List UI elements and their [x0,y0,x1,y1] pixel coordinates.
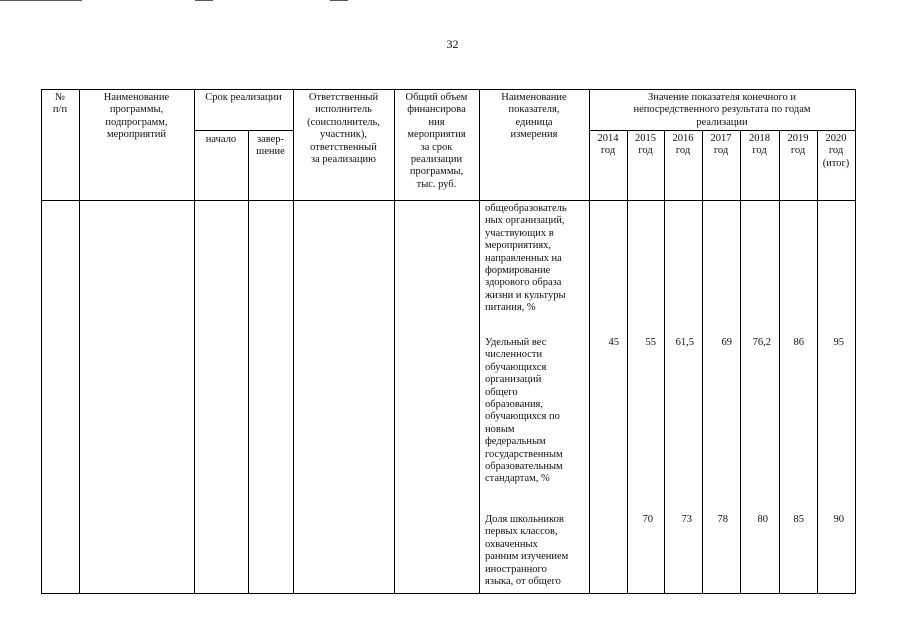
value-cell: 85 [793,514,804,525]
value-cell: 45 [608,337,619,348]
value-cell: 80 [757,514,768,525]
value-cell: 73 [681,514,692,525]
col-divider [194,89,195,594]
header-values-group: Значение показателя конечного и непосредственного результата по годам реализации [633,92,811,128]
scan-line-artifact [195,0,213,1]
page-bottom-border [41,593,856,594]
header-year: 2014 год [597,133,619,157]
col-divider [248,130,249,594]
value-cell: 61,5 [675,337,694,348]
indicator-cell: общеобразователь ных организаций, участвующих в мероприятиях, направленных на формирование здорового образа жизни и культуры питания, % [485,203,567,314]
header-bottom-border [41,200,856,201]
value-cell: 78 [717,514,728,525]
header-num: № п/п [52,92,68,116]
header-period-start: начало [205,134,237,145]
header-year: 2015 год [635,133,656,157]
value-cell: 70 [642,514,653,525]
header-year: 2017 год [710,133,732,157]
table-left-border [41,89,42,594]
header-period-end: завер- шение [256,134,285,158]
value-cell: 55 [645,337,656,348]
value-cell: 90 [833,514,844,525]
header-year: 2016 год [672,133,694,157]
indicator-cell: Доля школьников первых классов, охваченных ранним изучением иностранного языка, от общего [485,514,569,588]
header-year: 2019 год [787,133,809,157]
scan-line-artifact [0,0,82,1]
table-top-border [41,89,856,90]
value-cell: 69 [721,337,732,348]
years-subheader-border [589,130,856,131]
header-name: Наименование программы, подпрограмм, мероприятий [103,92,170,141]
period-subheader-border [194,130,293,131]
indicator-cell: Удельный вес численности обучающихся организаций общего образования, обучающихся по новым федеральным государственным образовательным стандартам, % [485,337,563,485]
header-year: 2020 год (итог) [822,133,850,169]
header-funding: Общий объем финансирова ния мероприятия за срок реализации программы, тыс. руб. [405,92,468,190]
header-indicator: Наименование показателя, единица измерения [501,92,567,141]
value-cell: 86 [793,337,804,348]
value-cell: 76,2 [752,337,771,348]
col-divider [479,89,480,594]
header-responsible: Ответственный исполнитель (соисполнитель, участник), ответственный за реализацию [307,92,380,166]
value-cell: 95 [833,337,844,348]
col-divider [79,89,80,594]
header-period: Срок реализации [205,92,282,103]
scan-line-artifact [330,0,348,1]
page-number: 32 [446,37,459,51]
table-right-border [855,89,856,594]
header-year: 2018 год [749,133,770,157]
